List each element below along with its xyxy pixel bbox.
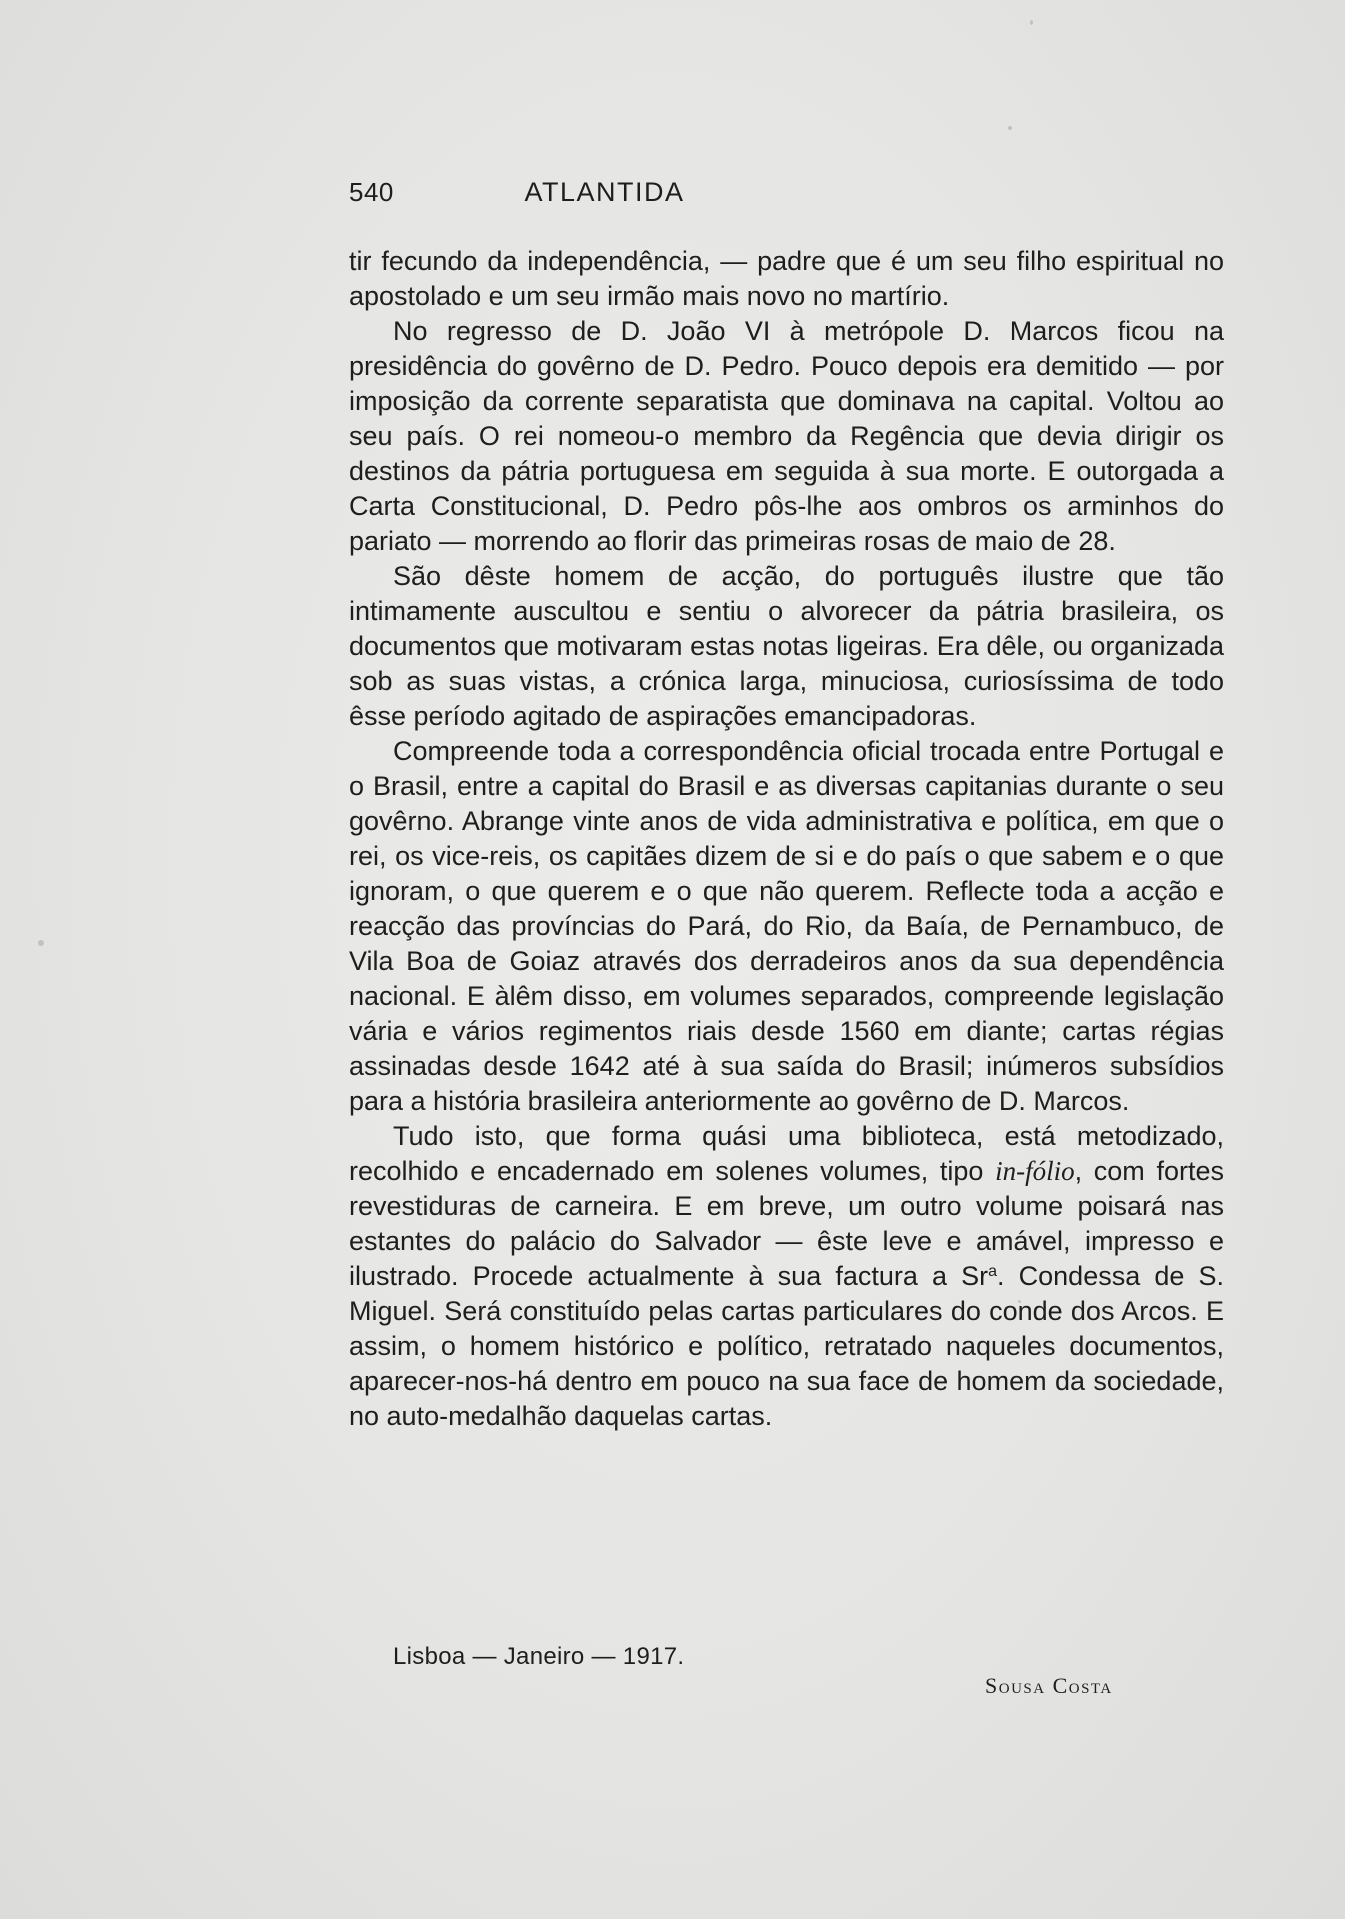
paper-speck (1008, 126, 1012, 130)
paragraph-last (349, 1119, 1224, 1434)
paragraph: No regresso de D. João VI à metrópole D. Marcos ficou na presidência do govêrno de D. Pedro. Pouco depois era demitido — por imposição da corrente separatista que dominava na capital. Voltou ao seu país. O rei nomeou-o membro da Regência que devia dirigir os destinos da pátria portuguesa em seguida à sua morte. E outorgada a Carta Constitucional, D. Pedro pôs-lhe aos ombros os arminhos do pariato — morrendo ao florir das primeiras rosas de maio de 28. (349, 316, 1224, 556)
page-number: 540 (349, 177, 394, 207)
paper-speck (38, 940, 44, 946)
paragraph-text: . Condessa de S. Miguel. Será constituído pelas cartas particulares do conde dos Arcos. E assim, o homem histórico e político, retratado naqueles documentos, aparecer-nos-há dentro em pouco na sua face de homem da sociedade, no auto-medalhão daquelas cartas. (349, 1261, 1224, 1431)
running-header (349, 177, 860, 213)
paragraph: tir fecundo da independência, — padre que é um seu filho espiritual no apostolado e um seu irmão mais novo no martírio. (349, 246, 1224, 311)
running-title: ATLANTIDA (524, 177, 685, 207)
paragraph-text: Tudo isto, que forma quási uma biblioteca, está metodizado, recolhido e encadernado em solenes volumes, tipo (349, 1121, 1224, 1186)
dateline: Lisboa — Janeiro — 1917. (393, 1643, 685, 1670)
paragraph: São dêste homem de acção, do português ilustre que tão intimamente auscultou e sentiu o alvorecer da pátria brasileira, os documentos que motivaram estas notas ligeiras. Era dêle, ou organizada sob as suas vistas, a crónica larga, minuciosa, curiosíssima de todo êsse período agitado de aspirações emancipadoras. (349, 561, 1224, 731)
paper-speck (1030, 20, 1033, 25)
body-text (349, 244, 1224, 1434)
italic-term: in-fólio (995, 1156, 1075, 1186)
author-signature: Sousa Costa (985, 1673, 1113, 1698)
paragraph: Compreende toda a correspondência oficial trocada entre Portugal e o Brasil, entre a capital do Brasil e as diversas capitanias durante o seu govêrno. Abrange vinte anos de vida administrativa e política, em que o rei, os vice-reis, os capitães dizem de si e do país o que sabem e o que ignoram, o que querem e o que não querem. Reflecte toda a acção e reacção das províncias do Pará, do Rio, da Baía, de Pernambuco, de Vila Boa de Goiaz através dos derradeiros anos da sua dependência nacional. E àlêm disso, em volumes separados, compreende legislação vária e vários regimentos riais desde 1560 em diante; cartas régias assinadas desde 1642 até à sua saída do Brasil; inúmeros subsídios para a história brasileira anteriormente ao govêrno de D. Marcos. (349, 736, 1224, 1116)
superscript: a (988, 1263, 998, 1280)
paragraph-text: , com fortes revestiduras de carneira. E em breve, um outro volume poisará nas estantes do palácio do Salvador — êste leve e amável, impresso e ilustrado. Procede actualmente à sua factura a Sr (349, 1156, 1224, 1291)
